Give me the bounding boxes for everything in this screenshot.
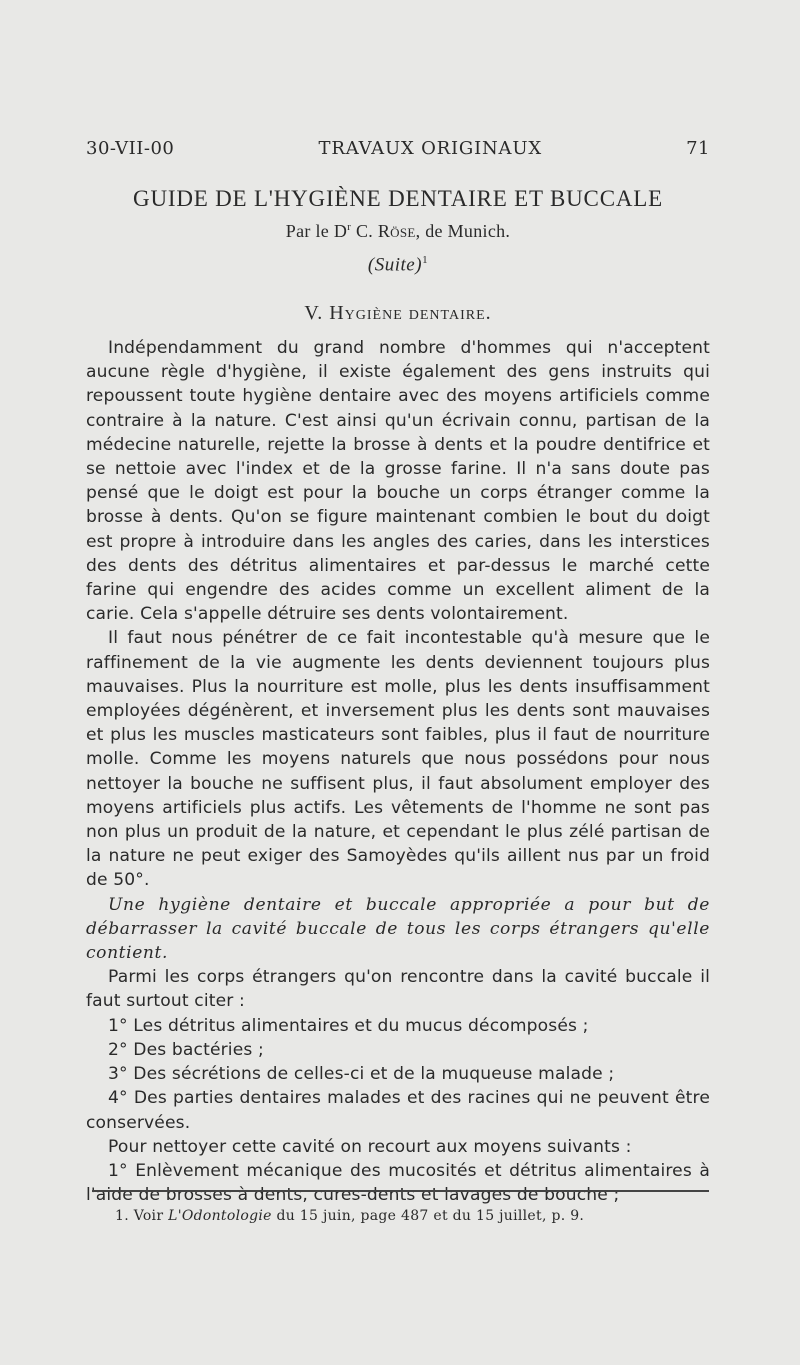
continuation-note	[86, 254, 710, 276]
byline-suffix: , de Munich.	[415, 221, 511, 241]
article-byline	[86, 221, 710, 242]
byline-prefix: Par le D	[285, 221, 348, 241]
author-name: C. Röse	[355, 221, 416, 241]
section-heading	[86, 302, 710, 325]
header-section: TRAVAUX ORIGINAUX	[318, 138, 542, 159]
header-date: 30-VII-00	[86, 138, 175, 159]
footnote-divider	[92, 1190, 709, 1192]
running-header	[86, 138, 710, 159]
paragraph-2: Il faut nous pénétrer de ce fait incontestable qu'à mesure que le raffinement de la vie augmente les dents deviennent toujours plus mauvaises. Plus la nourriture est molle, plus les dents insuffisamment employées dégénèrent, et inversement plus les dents sont mauvaises et plus les muscles masticateurs sont faibles, plus il faut de nourriture molle. Comme les moyens naturels que nous possédons pour nous nettoyer la bouche ne suffisent plus, il faut absolument employer des moyens artificiels plus actifs. Les vêtements de l'homme ne sont pas non plus un produit de la nature, et cependant le plus zélé partisan de la nature ne peut exiger des Samoyèdes qu'ils aillent nus par un froid de 50°.	[86, 628, 710, 891]
list-item-2: 2° Des bactéries ;	[108, 1039, 264, 1060]
list-item-1: 1° Les détritus alimentaires et du mucus décomposés ;	[108, 1015, 589, 1036]
list-item-4: 4° Des parties dentaires malades et des racines qui ne peuvent être conservées.	[86, 1088, 710, 1133]
journal-name: L'Odontologie	[168, 1208, 272, 1224]
paragraph-3-italic: Une hygiène dentaire et buccale appropriée a pour but de débarrasser la cavité buccale de tous les corps étrangers qu'elle contient.	[86, 894, 710, 964]
paragraph-5: Pour nettoyer cette cavité on recourt aux moyens suivants :	[108, 1136, 632, 1157]
paragraph-6: 1° Enlèvement mécanique des mucosités et détritus alimentaires à l'aide de brosses à dents, cures-dents et lavages de bouche ;	[86, 1160, 710, 1206]
section-heading-text: V. Hygiène dentaire.	[304, 302, 492, 324]
footnote-suffix: du 15 juin, page 487 et du 15 juillet, p. 9.	[271, 1208, 585, 1224]
paragraph-1: Indépendamment du grand nombre d'hommes qui n'acceptent aucune règle d'hygiène, il existe également des gens instruits qui repoussent toute hygiène dentaire avec des moyens artificiels comme contraire à la nature. C'est ainsi qu'un écrivain connu, partisan de la médecine naturelle, rejette la brosse à dents et la poudre dentifrice et se nettoie avec l'index et de la grosse farine. Il n'a sans doute pas pensé que le doigt est pour la bouche un corps étranger comme la brosse à dents. Qu'on se figure maintenant combien le bout du doigt est propre à introduire dans les angles des caries, dans les interstices des dents des détritus alimentaires et par-dessus le marché cette farine qui engendre des acides comme un excellent aliment de la carie. Cela s'appelle détruire ses dents volontairement.	[86, 338, 710, 625]
footnote-prefix: 1. Voir	[115, 1208, 169, 1224]
article-title: GUIDE DE L'HYGIÈNE DENTAIRE ET BUCCALE	[133, 186, 663, 211]
page-number: 71	[686, 138, 710, 159]
byline-title-sup: r	[347, 221, 352, 233]
article-body	[86, 336, 710, 1207]
footnote	[115, 1208, 695, 1224]
paragraph-4: Parmi les corps étrangers qu'on rencontre dans la cavité buccale il faut surtout citer :	[86, 967, 710, 1012]
suite-label: (Suite)	[367, 254, 423, 276]
footnote-ref: 1	[422, 254, 429, 266]
list-item-3: 3° Des sécrétions de celles-ci et de la muqueuse malade ;	[108, 1064, 615, 1085]
